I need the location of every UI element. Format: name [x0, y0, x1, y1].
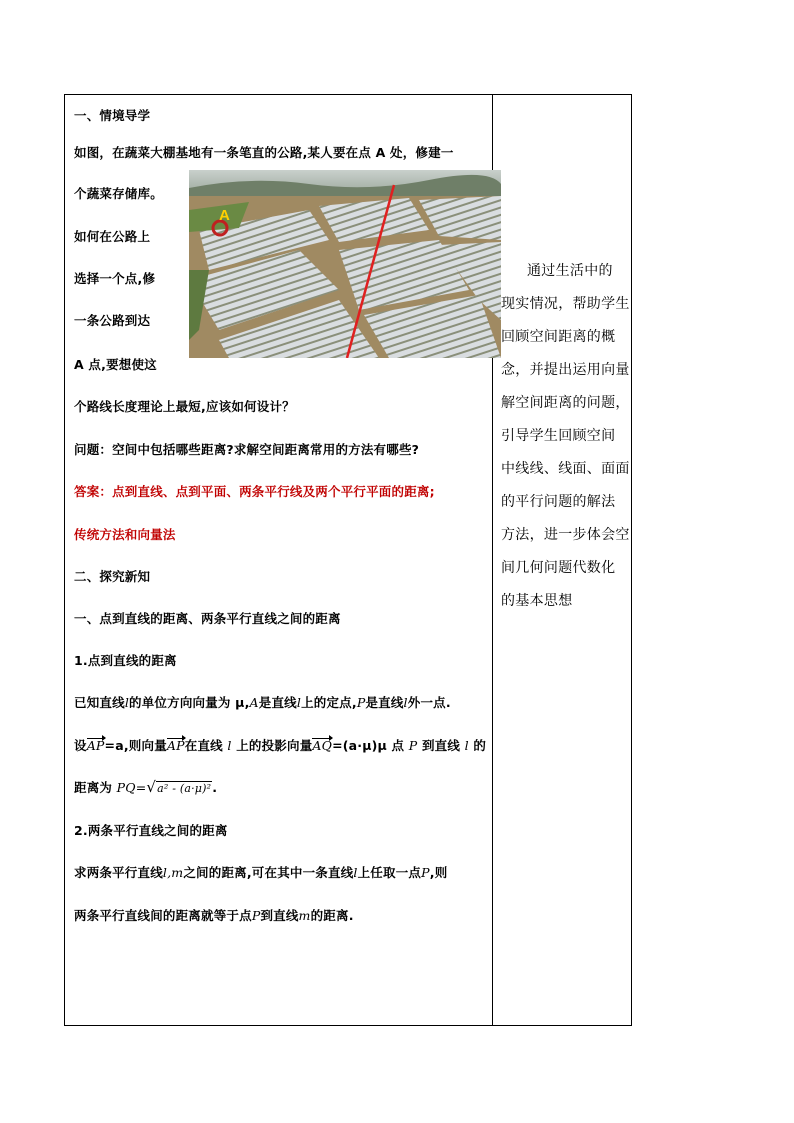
question: 问题：空间中包括哪些距离?求解空间距离常用的方法有哪些? [74, 442, 420, 457]
intro-line-6: A 点,要想使这 [74, 357, 157, 372]
point-a-label: A [219, 207, 230, 224]
item-2-line-2 [74, 906, 354, 924]
note-line: 中线线、线面、面面 [501, 461, 630, 477]
greenhouse-photo-svg [189, 170, 501, 358]
greenhouse-photo [189, 170, 501, 358]
intro-line-5: 一条公路到达 [74, 313, 151, 328]
note-line: 的基本思想 [501, 593, 573, 609]
note-line: 回顾空间距离的概 [501, 329, 616, 345]
var-l: l [464, 738, 469, 753]
text-segment: 上的投影向量 [236, 738, 313, 753]
var-l: l [353, 865, 358, 880]
text-segment: 的距离. [310, 908, 354, 923]
text-segment: 上的定点, [301, 695, 357, 710]
section-2-title: 二、探究新知 [74, 569, 151, 584]
distance-formula-left: PQ= [116, 780, 147, 795]
var-l: l [403, 695, 408, 710]
text-segment: 已知直线 [74, 695, 125, 710]
section-1-title: 一、情境导学 [74, 108, 151, 123]
var-P: P [421, 865, 430, 880]
text-segment: 设 [74, 738, 87, 753]
intro-line-1: 如图，在蔬菜大棚基地有一条笔直的公路,某人要在点 A 处，修建一 [74, 145, 454, 160]
item-2-title: 2.两条平行直线之间的距离 [74, 823, 228, 838]
text-segment: ,则 [429, 865, 448, 880]
text-segment: 到直线 [260, 908, 299, 923]
var-l: l [124, 695, 130, 710]
item-1-line-3 [74, 778, 217, 796]
text-segment: 外一点. [407, 695, 451, 710]
text-segment: 上任取一点 [357, 865, 422, 880]
text-segment: 两条平行直线间的距离就等于点 [74, 908, 252, 923]
note-line: 引导学生回顾空间 [501, 428, 616, 444]
var-P: P [251, 908, 261, 923]
item-2-line-1 [74, 863, 447, 881]
text-segment: 是直线 [258, 695, 297, 710]
note-line: 念，并提出运用向量 [501, 362, 630, 378]
note-line: 通过生活中的 [527, 263, 613, 279]
note-line: 的平行问题的解法 [501, 494, 616, 510]
text-segment: =a,则向量 [104, 738, 167, 753]
var-m: m [298, 908, 311, 923]
intro-line-2: 个蔬菜存储库。 [74, 186, 163, 201]
answer-line-2: 传统方法和向量法 [74, 527, 176, 542]
text-segment: 在直线 [184, 738, 223, 753]
note-line: 间几何问题代数化 [501, 560, 616, 576]
intro-line-7: 个路线长度理论上最短,应该如何设计？ [74, 399, 295, 414]
distance-formula-radicand: a² - (a·μ)² [157, 782, 212, 795]
var-A: A [249, 695, 259, 710]
text-segment: . [212, 780, 218, 795]
sqrt-sign: √ [146, 778, 157, 796]
note-line: 方法，进一步体会空 [501, 527, 630, 543]
item-1-line-2 [74, 736, 486, 754]
var-lm: l,m [162, 865, 184, 880]
text-segment: 是直线 [365, 695, 404, 710]
var-P: P [356, 695, 366, 710]
text-segment: 之间的距离,可在其中一条直线 [183, 865, 354, 880]
var-l: l [227, 738, 232, 753]
text-segment: 到直线 [421, 738, 461, 753]
item-1-line-1 [74, 693, 451, 711]
vector-aq: AQ [312, 738, 333, 753]
lesson-table [64, 94, 632, 1026]
text-segment: 的 [473, 738, 487, 753]
vector-ap: AP [166, 738, 185, 753]
text-segment: 求两条平行直线 [74, 865, 163, 880]
var-l: l [296, 695, 302, 710]
subsection-1-title: 一、点到直线的距离、两条平行直线之间的距离 [74, 611, 341, 626]
text-segment: 距离为 [74, 780, 113, 795]
intro-line-3: 如何在公路上 [74, 229, 151, 244]
vector-ap: AP [86, 738, 105, 753]
note-line: 现实情况，帮助学生 [501, 296, 630, 312]
answer-line-1: 答案：点到直线、点到平面、两条平行线及两个平行平面的距离; [74, 484, 435, 499]
item-1-title: 1.点到直线的距离 [74, 653, 177, 668]
note-line: 解空间距离的问题， [501, 395, 630, 411]
var-P: P [408, 738, 418, 753]
text-segment: =(a·μ)μ 点 [332, 738, 405, 753]
text-segment: 的单位方向向量为 μ, [129, 695, 250, 710]
intro-line-4: 选择一个点,修 [74, 271, 156, 286]
